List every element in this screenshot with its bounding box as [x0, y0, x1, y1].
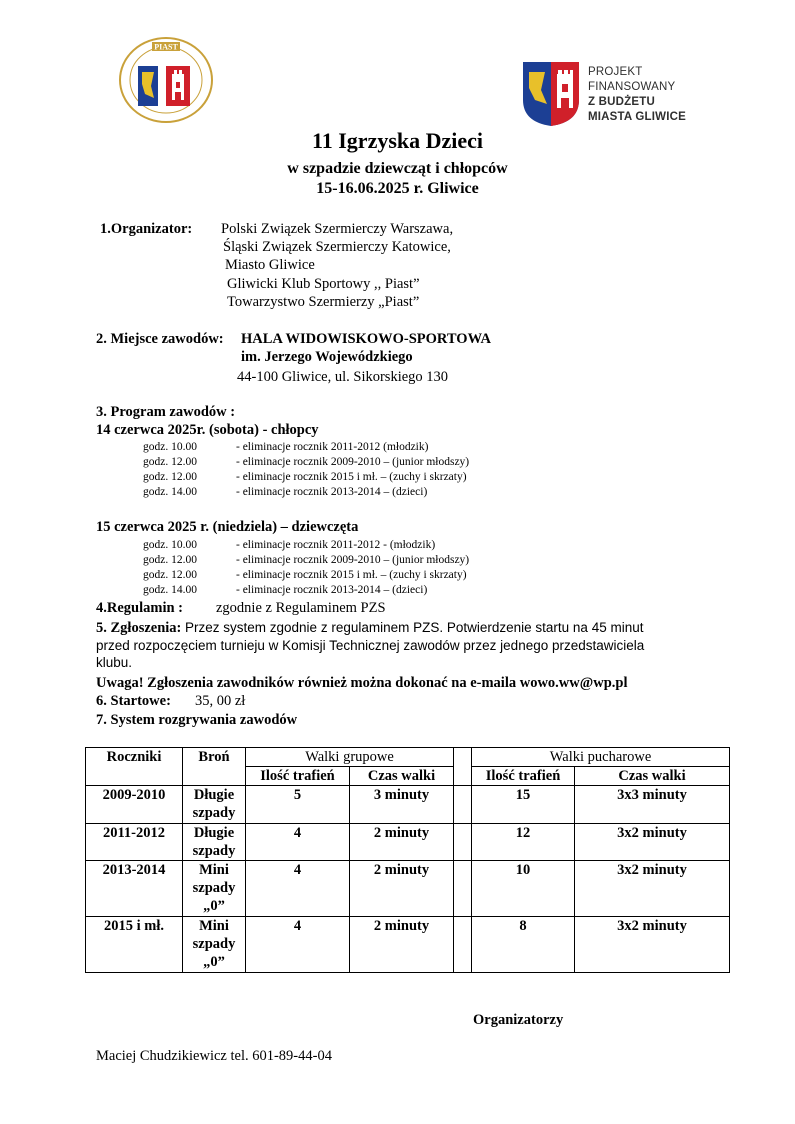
- table-row: [86, 786, 730, 824]
- day2-time-4: godz. 14.00: [143, 584, 197, 596]
- header-cup: Walki pucharowe: [472, 748, 730, 767]
- cell-cup-hits: 15: [472, 786, 575, 824]
- project-line-4: MIASTA GLIWICE: [588, 111, 686, 123]
- weapon-line: „0”: [203, 954, 225, 970]
- day1-desc-4: - eliminacje rocznik 2013-2014 – (dzieci): [236, 486, 428, 498]
- cell-cup-hits: 12: [472, 824, 575, 861]
- cell-cup-hits: 8: [472, 917, 575, 973]
- cell-group-hits: 4: [246, 824, 350, 861]
- gliwice-crest: [521, 60, 581, 128]
- header-cup-time: Czas walki: [575, 767, 730, 786]
- organizer-label: 1.Organizator:: [100, 221, 193, 237]
- cell-group-hits: 4: [246, 861, 350, 917]
- registration-note: Uwaga! Zgłoszenia zawodników również można dokonać na e-maila wowo.ww@wp.pl: [96, 675, 628, 691]
- table-gap: [454, 861, 472, 917]
- table-gap: [454, 748, 472, 786]
- organizer-line-1: Polski Związek Szermierczy Warszawa,: [221, 221, 454, 237]
- rules-text: zgodnie z Regulaminem PZS: [216, 600, 386, 616]
- header-cup-hits: Ilość trafień: [472, 767, 575, 786]
- table-gap: [454, 824, 472, 861]
- cell-group-time: 2 minuty: [350, 824, 454, 861]
- system-label: 7. System rozgrywania zawodów: [96, 712, 298, 728]
- cell-weapon: [183, 861, 246, 917]
- weapon-line: szpady: [192, 843, 236, 859]
- header-group-time: Czas walki: [350, 767, 454, 786]
- day2-desc-1: - eliminacje rocznik 2011-2012 - (młodzik): [236, 539, 436, 551]
- cell-cup-time: 3x3 minuty: [575, 786, 730, 824]
- weapon-line: szpady: [192, 805, 236, 821]
- program-label: 3. Program zawodów :: [96, 404, 236, 420]
- organizers-signature: Organizatorzy: [473, 1012, 564, 1028]
- cell-cup-hits: 10: [472, 861, 575, 917]
- table-row: [86, 861, 730, 917]
- day2-desc-4: - eliminacje rocznik 2013-2014 – (dzieci): [236, 584, 428, 596]
- header-group: Walki grupowe: [246, 748, 454, 767]
- page-subtitle: w szpadzie dziewcząt i chłopców: [287, 160, 508, 177]
- weapon-line: szpady: [192, 936, 236, 952]
- cell-weapon: [183, 917, 246, 973]
- rules-label: 4.Regulamin :: [96, 600, 183, 616]
- weapon-line: Mini: [199, 918, 229, 934]
- registration-text-3: klubu.: [96, 655, 133, 670]
- cell-cup-time: 3x2 minuty: [575, 917, 730, 973]
- project-funding-label: [588, 65, 686, 125]
- cell-years: 2009-2010: [86, 786, 183, 824]
- page-title: 11 Igrzyska Dzieci: [311, 128, 484, 153]
- cell-group-hits: 5: [246, 786, 350, 824]
- header-weapon: Broń: [183, 748, 246, 786]
- logo-piast-text: PIAST: [154, 42, 178, 52]
- registration-label: 5. Zgłoszenia:: [96, 620, 182, 636]
- weapon-line: Długie: [193, 825, 235, 841]
- day1-time-1: godz. 10.00: [143, 441, 197, 453]
- weapon-line: szpady: [192, 880, 236, 896]
- day2-desc-2: - eliminacje rocznik 2009-2010 – (junior młodszy): [236, 554, 470, 566]
- venue-name: HALA WIDOWISKOWO-SPORTOWA: [241, 331, 491, 347]
- project-line-3: Z BUDŻETU: [588, 96, 655, 108]
- cell-years: 2011-2012: [86, 824, 183, 861]
- registration-line-1: [96, 620, 643, 637]
- cell-group-time: 2 minuty: [350, 861, 454, 917]
- day1-desc-2: - eliminacje rocznik 2009-2010 – (junior młodszy): [236, 456, 470, 468]
- cell-years: 2015 i mł.: [86, 917, 183, 973]
- organizer-line-4: Gliwicki Klub Sportowy ,, Piast”: [227, 276, 420, 292]
- organizer-line-2: Śląski Związek Szermierczy Katowice,: [223, 239, 451, 255]
- competition-table: [85, 747, 729, 972]
- cell-group-hits: 4: [246, 917, 350, 973]
- cell-weapon: [183, 824, 246, 861]
- venue-address: 44-100 Gliwice, ul. Sikorskiego 130: [237, 369, 449, 385]
- table-gap: [454, 786, 472, 824]
- table-row: [86, 917, 730, 973]
- day2-time-2: godz. 12.00: [143, 554, 197, 566]
- registration-text-2: przed rozpoczęciem turnieju w Komisji Technicznej zawodów przez jednego przedstawiciela: [96, 638, 645, 653]
- day1-time-4: godz. 14.00: [143, 486, 197, 498]
- table-header-row: [86, 748, 730, 767]
- header-years: Roczniki: [86, 748, 183, 786]
- day1-desc-1: - eliminacje rocznik 2011-2012 (młodzik): [236, 441, 429, 453]
- venue-name-2: im. Jerzego Wojewódzkiego: [241, 349, 413, 365]
- fee-label: 6. Startowe:: [96, 693, 171, 709]
- table-row: [86, 824, 730, 861]
- day1-time-2: godz. 12.00: [143, 456, 197, 468]
- day1-desc-3: - eliminacje rocznik 2015 i mł. – (zuchy i skrzaty): [236, 471, 467, 483]
- weapon-line: „0”: [203, 898, 225, 914]
- fee-value: 35, 00 zł: [195, 693, 246, 709]
- cell-years: 2013-2014: [86, 861, 183, 917]
- day2-heading: 15 czerwca 2025 r. (niedziela) – dziewczęta: [96, 519, 359, 535]
- day2-time-3: godz. 12.00: [143, 569, 197, 581]
- project-line-2: FINANSOWANY: [588, 81, 676, 93]
- day2-desc-3: - eliminacje rocznik 2015 i mł. – (zuchy i skrzaty): [236, 569, 467, 581]
- piast-logo: [118, 36, 214, 124]
- cell-cup-time: 3x2 minuty: [575, 824, 730, 861]
- weapon-line: Mini: [199, 862, 229, 878]
- day1-heading: 14 czerwca 2025r. (sobota) - chłopcy: [96, 422, 319, 438]
- registration-text-1: Przez system zgodnie z regulaminem PZS. Potwierdzenie startu na 45 minut: [185, 620, 644, 635]
- cell-group-time: 3 minuty: [350, 786, 454, 824]
- day2-time-1: godz. 10.00: [143, 539, 197, 551]
- organizer-line-3: Miasto Gliwice: [225, 257, 315, 273]
- weapon-line: Długie: [193, 787, 235, 803]
- header-group-hits: Ilość trafień: [246, 767, 350, 786]
- table-gap: [454, 917, 472, 973]
- project-line-1: PROJEKT: [588, 66, 643, 78]
- organizer-line-5: Towarzystwo Szermierzy „Piast”: [227, 294, 420, 310]
- cell-cup-time: 3x2 minuty: [575, 861, 730, 917]
- venue-label: 2. Miejsce zawodów:: [96, 331, 224, 347]
- contact-line: Maciej Chudzikiewicz tel. 601-89-44-04: [96, 1048, 332, 1064]
- event-date-place: 15-16.06.2025 r. Gliwice: [316, 180, 479, 197]
- cell-weapon: [183, 786, 246, 824]
- cell-group-time: 2 minuty: [350, 917, 454, 973]
- day1-time-3: godz. 12.00: [143, 471, 197, 483]
